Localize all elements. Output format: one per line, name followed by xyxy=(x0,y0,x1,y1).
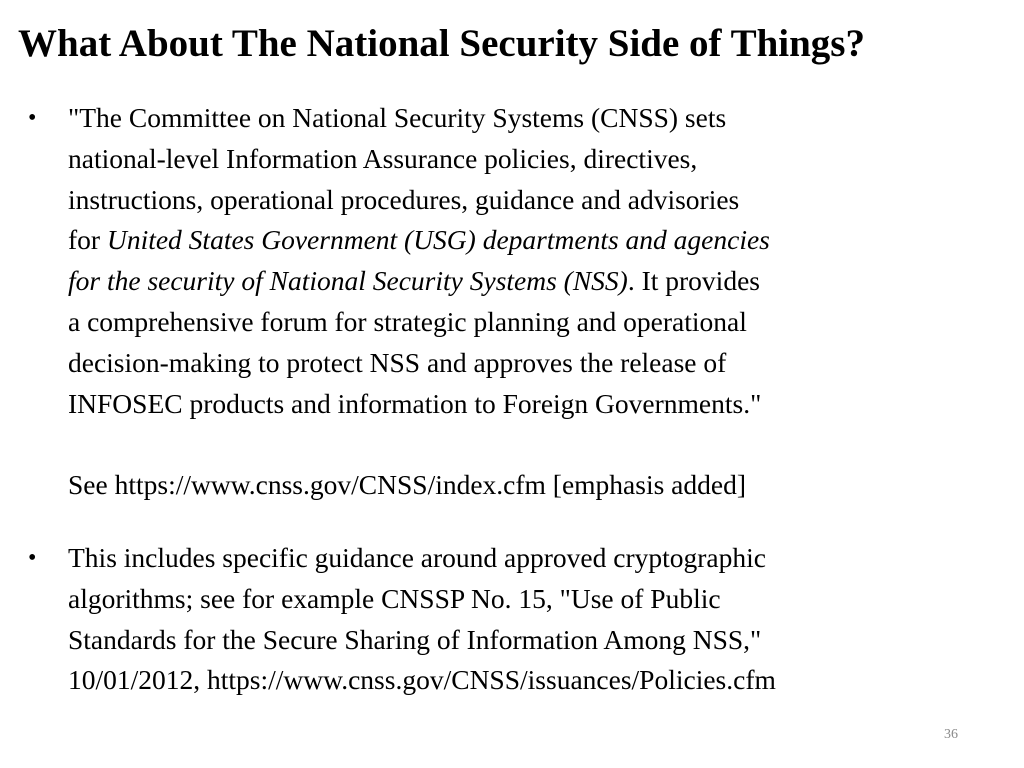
bullet-1-line-5-suffix: . It provides xyxy=(627,265,760,297)
slide-title: What About The National Security Side of Things? xyxy=(18,22,865,65)
bullet-2-line-1: This includes specific guidance around approved cryptographic xyxy=(68,541,766,573)
bullet-1-line-6: a comprehensive forum for strategic planning and operational xyxy=(68,305,747,337)
cryptographic-guidance-bullet xyxy=(0,538,958,701)
cnss-description-bullet xyxy=(0,98,958,506)
bullet-list xyxy=(0,98,1024,701)
bullet-2-line-3: Standards for the Secure Sharing of Information Among NSS," xyxy=(68,623,762,655)
bullet-1-line-1: "The Committee on National Security Systems (CNSS) sets xyxy=(68,102,727,133)
bullet-marker-icon: • xyxy=(28,544,37,571)
bullet-2-line-4: 10/01/2012, https://www.cnss.gov/CNSS/issuances/Policies.cfm xyxy=(68,664,776,696)
bullet-1-line-5 xyxy=(68,261,958,302)
emphasized-usg-text: United States Government (USG) departments and agencies xyxy=(106,224,770,256)
bullet-1-line-4 xyxy=(68,220,958,261)
bullet-marker-icon: • xyxy=(28,105,37,131)
bullet-1-line-2: national-level Information Assurance policies, directives, xyxy=(68,142,698,174)
bullet-1-line-8: INFOSEC products and information to Foreign Governments." xyxy=(68,387,762,419)
page-number: 36 xyxy=(944,727,958,742)
paragraph-spacing xyxy=(68,424,958,465)
bullet-1-line-4-prefix: for xyxy=(68,224,107,256)
cnss-reference-text: See https://www.cnss.gov/CNSS/index.cfm [emphasis added] xyxy=(68,469,747,501)
bullet-1-line-7: decision-making to protect NSS and approves the release of xyxy=(68,346,727,378)
bullet-2-line-2: algorithms; see for example CNSSP No. 15, "Use of Public xyxy=(68,582,721,614)
emphasized-nss-text: for the security of National Security Systems (NSS) xyxy=(68,265,628,297)
bullet-1-line-3: instructions, operational procedures, guidance and advisories xyxy=(68,183,740,215)
